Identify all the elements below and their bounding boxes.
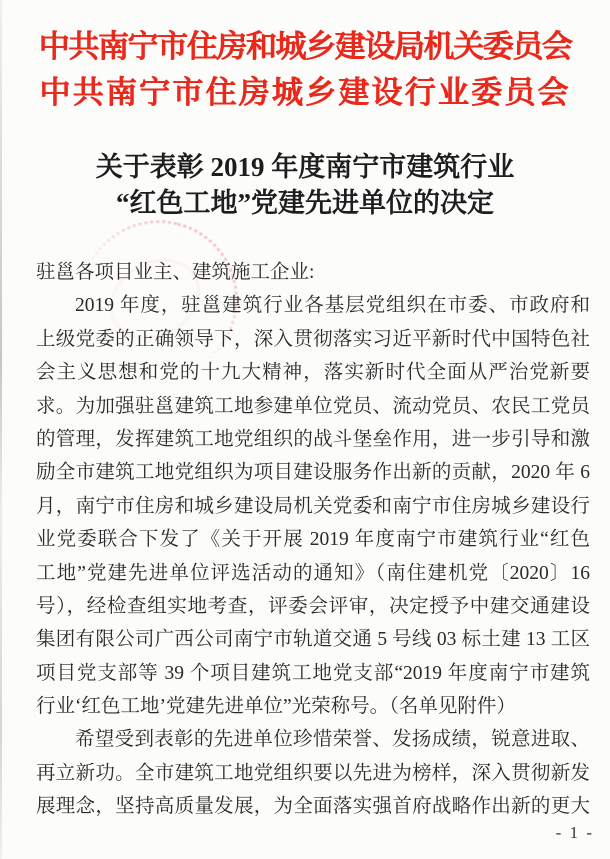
body-line: 上级党委的正确领导下，深入贯彻落实习近平新时代中国特色社 [36, 328, 590, 350]
body-line: 号），经检查组实地考查，评委会评审，决定授予中建交通建设 [36, 595, 590, 617]
body-line: 2019 年度，驻邕建筑行业各基层党组织在市委、市政府和 [75, 295, 590, 317]
body-line: 再立新功。全市建筑工地党组织要以先进为榜样，深入贯彻新发 [36, 762, 590, 784]
document-title-line-1: 关于表彰 2019 年度南宁市建筑行业 [95, 152, 515, 182]
body-line: 行业‘红色工地’党建先进单位”光荣称号。（名单见附件） [36, 696, 516, 718]
body-line: 项目党支部等 39 个项目建筑工地党支部“2019 年度南宁市建筑 [36, 662, 590, 684]
body-line: 工地”党建先进单位评选活动的通知》（南住建机党〔2020〕16 [36, 562, 590, 584]
salutation: 驻邕各项目业主、建筑施工企业: [36, 262, 315, 283]
body-line: 月，南宁市住房和城乡建设局机关党委和南宁市住房城乡建设行 [36, 495, 590, 517]
body-line: 励全市建筑工地党组织为项目建设服务作出新的贡献，2020 年 6 [36, 462, 590, 484]
document-body [36, 256, 590, 824]
body-line: 的管理，发挥建筑工地党组织的战斗堡垒作用，进一步引导和激 [36, 428, 590, 450]
body-line: 求。为加强驻邕建筑工地参建单位党员、流动党员、农民工党员 [36, 395, 590, 417]
body-line: 希望受到表彰的先进单位珍惜荣誉、发扬成绩，锐意进取、 [75, 729, 590, 751]
body-line: 业党委联合下发了《关于开展 2019 年度南宁市建筑行业“红色 [36, 529, 590, 551]
body-line: 集团有限公司广西公司南宁市轨道交通 5 号线 03 标土建 13 工区 [36, 629, 590, 651]
body-line: 会主义思想和党的十九大精神，落实新时代全面从严治党新要 [36, 362, 590, 384]
body-lines [36, 289, 590, 823]
letterhead-org-line-1: 中共南宁市住房和城乡建设局机关委员会 [38, 29, 572, 64]
page-number: - 1 - [555, 823, 594, 842]
letterhead-org-line-2: 中共南宁市住房城乡建设行业委员会 [39, 75, 571, 110]
body-line: 展理念，坚持高质量发展，为全面落实强首府战略作出新的更大 [36, 796, 590, 818]
document-title-line-2: “红色工地”党建先进单位的决定 [116, 188, 494, 218]
scan-edge-artifact [0, 0, 2, 859]
